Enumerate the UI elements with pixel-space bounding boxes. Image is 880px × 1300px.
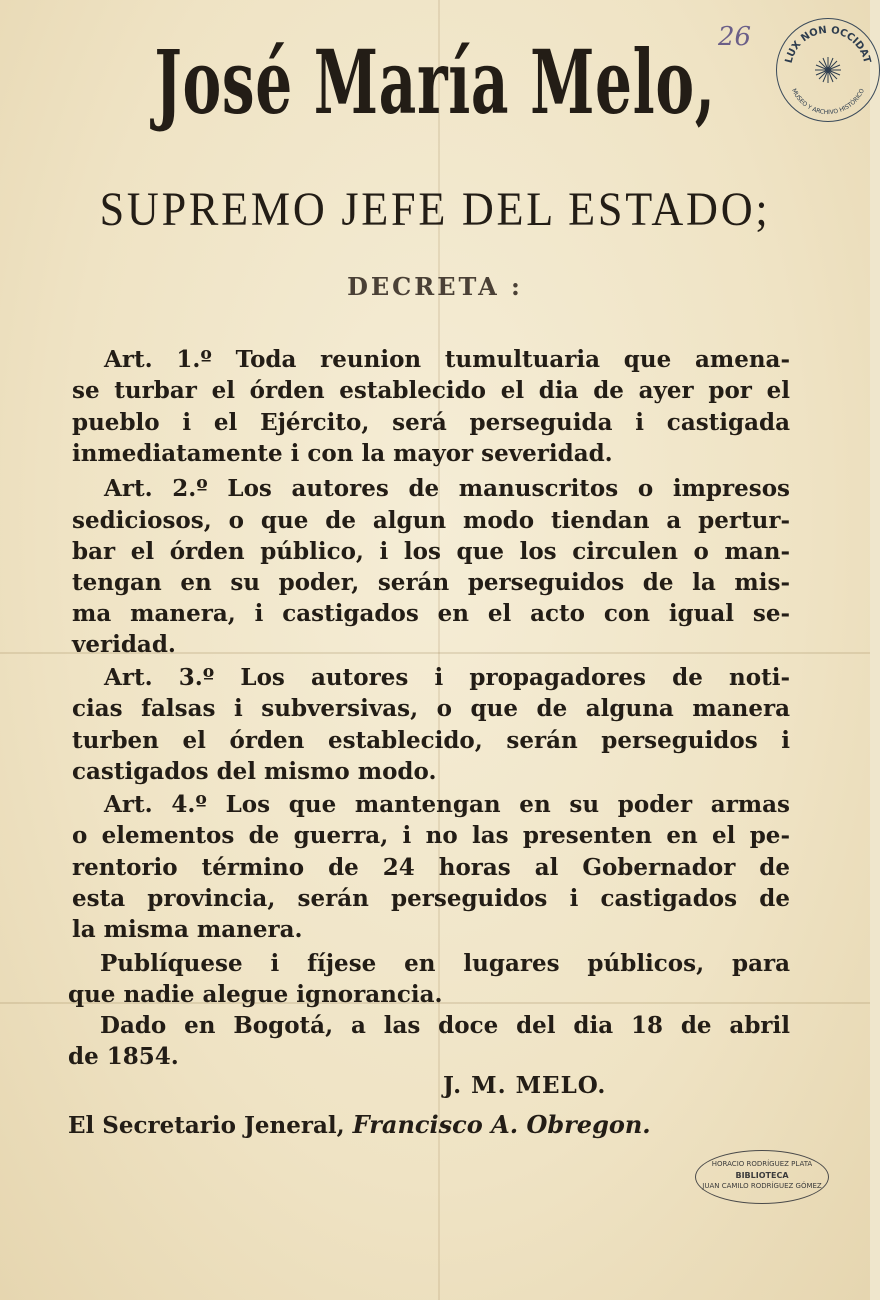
svg-text:MUSEO Y ARCHIVO HISTÓRICO (790, 87, 866, 116)
body-line-3: pueblo i el Ejército, será perseguida i castigada (72, 409, 790, 436)
body-line-7: bar el órden público, i los que los circulen o man- (72, 538, 790, 565)
body-line-8: tengan en su poder, serán perseguidos de la mis- (72, 569, 790, 596)
body-line-21: que nadie alegue ignorancia. (68, 981, 443, 1008)
decree-heading: DECRETA : (347, 272, 523, 301)
library-stamp-line-1: HORACIO RODRÍGUEZ PLATA (711, 1160, 813, 1168)
body-line-5: Art. 2.º Los autores de manuscritos o impresos (104, 475, 790, 502)
document-subtitle: SUPREMO JEFE DEL ESTADO; (99, 183, 771, 236)
body-line-6: sediciosos, o que de algun modo tiendan a pertur- (72, 507, 790, 534)
secretary-line (68, 1109, 651, 1140)
library-stamp-line-3: JUAN CAMILO RODRÍGUEZ GÓMEZ (702, 1182, 822, 1190)
pencil-page-number: 26 (718, 22, 752, 52)
body-line-20: Publíquese i fíjese en lugares públicos, para (100, 950, 790, 977)
body-line-1: Art. 1.º Toda reunion tumultuaria que amena- (104, 346, 790, 373)
body-line-2: se turbar el órden establecido el dia de ayer por el (72, 377, 790, 404)
body-line-10: veridad. (72, 631, 176, 658)
body-line-13: turben el órden establecido, serán perseguidos i (72, 727, 790, 754)
body-line-19: la misma manera. (72, 916, 303, 943)
body-line-17: rentorio término de 24 horas al Gobernador de (72, 854, 790, 881)
body-line-12: cias falsas i subversivas, o que de alguna manera (72, 695, 790, 722)
body-line-18: esta provincia, serán perseguidos i castigados de (72, 885, 790, 912)
secretary-name: Francisco A. Obregon. (352, 1110, 651, 1139)
museum-stamp-motto: LUX NON OCCIDAT (783, 24, 873, 65)
body-line-16: o elementos de guerra, i no las presenten en el pe- (72, 822, 790, 849)
body-line-11: Art. 3.º Los autores i propagadores de noti- (104, 664, 790, 691)
library-stamp-line-2: BIBLIOTECA (735, 1171, 789, 1180)
body-line-4: inmediatamente i con la mayor severidad. (72, 440, 613, 467)
body-line-9: ma manera, i castigados en el acto con igual se- (72, 600, 790, 627)
body-line-14: castigados del mismo modo. (72, 758, 437, 785)
body-line-23: de 1854. (68, 1043, 179, 1070)
body-line-15: Art. 4.º Los que mantengan en su poder armas (104, 791, 790, 818)
document-title: José María Melo, (154, 30, 716, 134)
body-line-22: Dado en Bogotá, a las doce del dia 18 de abril (100, 1012, 790, 1039)
library-stamp (695, 1150, 829, 1204)
museum-stamp (776, 18, 880, 122)
sunburst-icon (777, 19, 879, 121)
secretary-label: El Secretario Jeneral, (68, 1112, 345, 1139)
museum-stamp-name: MUSEO Y ARCHIVO HISTÓRICO (790, 87, 866, 117)
signature-name: J. M. MELO. (443, 1072, 607, 1099)
